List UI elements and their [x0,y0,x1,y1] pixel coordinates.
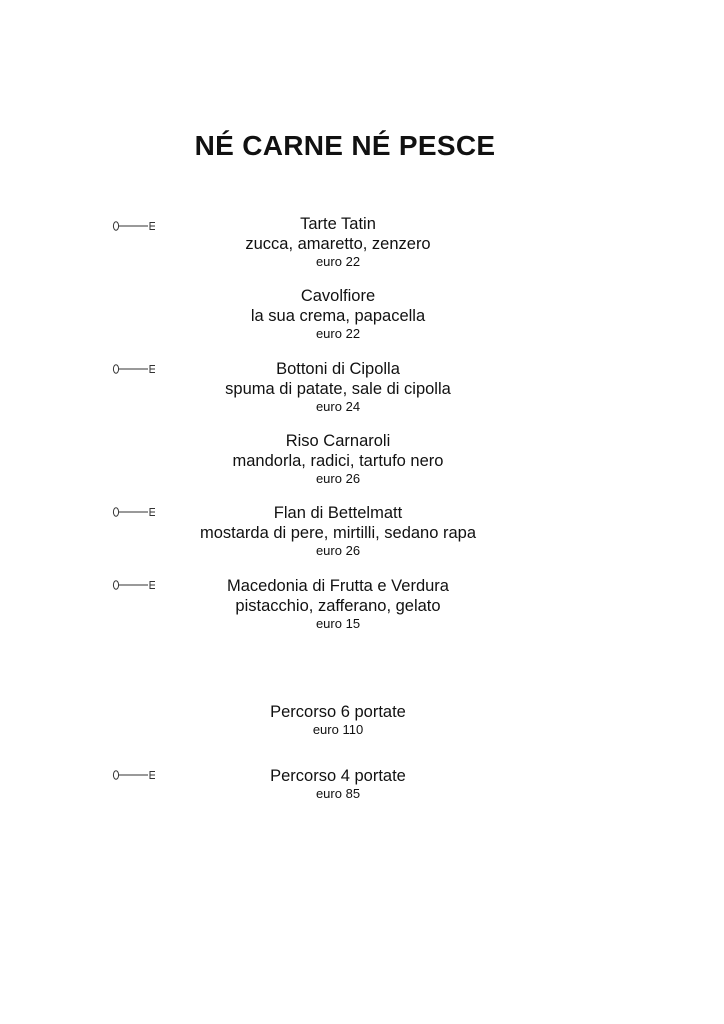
dish-price: euro 15 [315,616,361,631]
dish-riso-carnaroli [0,431,676,487]
dish-description: la sua crema, papacella [250,307,426,325]
course-price: euro 85 [315,786,361,801]
dish-name: Macedonia di Frutta e Verdura [227,577,449,595]
dish-name: Flan di Bettelmatt [273,504,403,522]
course-percorso-4 [0,766,676,802]
course-name: Percorso 4 portate [270,767,406,785]
dish-description: mostarda di pere, mirtilli, sedano rapa [199,524,477,542]
dish-bottoni-di-cipolla [0,359,676,415]
course-price: euro 110 [312,722,364,737]
dish-price: euro 22 [315,326,361,341]
dish-description: spuma di patate, sale di cipolla [225,380,451,398]
dish-price: euro 24 [315,399,361,414]
dish-name: Cavolfiore [300,287,376,305]
dish-name: Tarte Tatin [300,215,376,233]
dish-price: euro 26 [315,543,361,558]
dish-price: euro 26 [315,471,361,486]
dish-cavolfiore [0,286,676,342]
dish-name: Riso Carnaroli [285,432,391,450]
page-title: NÉ CARNE NÉ PESCE [194,130,496,161]
dish-description: mandorla, radici, tartufo nero [232,452,444,470]
dish-macedonia [0,576,676,632]
dish-price: euro 22 [315,254,361,269]
dish-tarte-tatin [0,214,676,270]
dish-description: zucca, amaretto, zenzero [245,235,431,253]
course-percorso-6 [0,702,676,738]
dish-name: Bottoni di Cipolla [276,360,400,378]
dish-flan-di-bettelmatt [0,503,676,559]
dish-description: pistacchio, zafferano, gelato [235,597,441,615]
course-name: Percorso 6 portate [270,703,406,721]
